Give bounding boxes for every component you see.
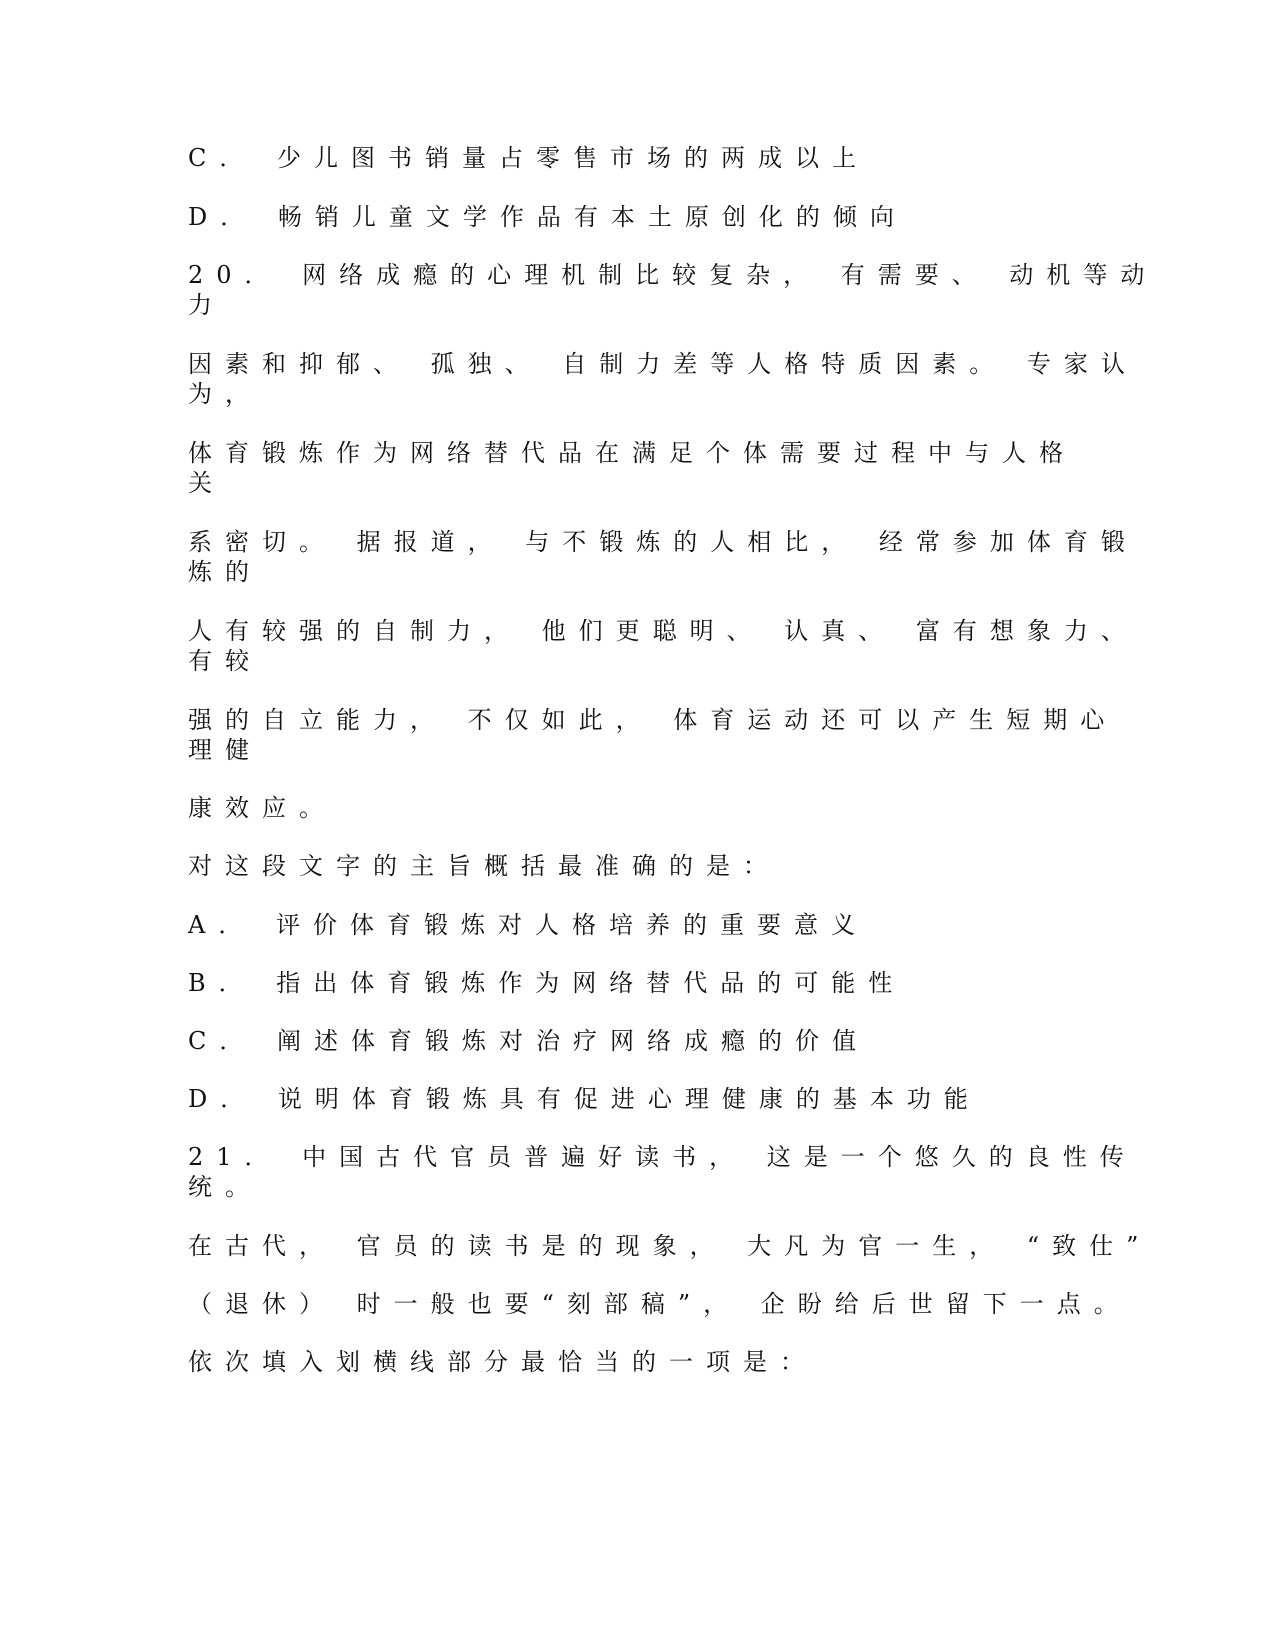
question-20-line-2-wrap: 为， (188, 380, 262, 408)
question-21-line-1-wrap: 统。 (188, 1173, 262, 1201)
question-21-line-3: （退休） 时一般也要“刻部稿”， 企盼给后世留下一点。 (188, 1290, 1131, 1318)
question-20-prompt: 对这段文字的主旨概括最准确的是： (188, 852, 780, 880)
question-20-line-6: 强的自立能力， 不仅如此， 体育运动还可以产生短期心 (188, 706, 1118, 734)
question-20-line-3: 体育锻炼作为网络替代品在满足个体需要过程中与人格 (188, 439, 1076, 467)
question-20-line-5: 人有较强的自制力， 他们更聪明、 认真、 富有想象力、 (188, 617, 1138, 645)
question-20-line-2: 因素和抑郁、 孤独、 自制力差等人格特质因素。 专家认 (188, 350, 1138, 378)
question-21-prompt: 依次填入划横线部分最恰当的一项是： (188, 1348, 817, 1376)
question-20-line-3-wrap: 关 (188, 469, 225, 497)
question-21-line-2: 在古代， 官员的读书是的现象， 大凡为官一生， “致仕” (188, 1232, 1152, 1260)
question-20-line-1-wrap: 力 (188, 291, 225, 319)
question-20-line-7: 康效应。 (188, 794, 336, 822)
option-c-q20: C． 阐述体育锻炼对治疗网络成瘾的价值 (188, 1027, 869, 1055)
option-d-q19: D． 畅销儿童文学作品有本土原创化的倾向 (188, 203, 907, 231)
question-21-line-1: 21． 中国古代官员普遍好读书， 这是一个悠久的良性传 (188, 1143, 1137, 1171)
question-20-line-1: 20． 网络成瘾的心理机制比较复杂， 有需要、 动机等动 (188, 261, 1158, 289)
option-c-q19: C． 少儿图书销量占零售市场的两成以上 (188, 144, 869, 172)
question-20-line-5-wrap: 有较 (188, 647, 262, 675)
question-20-line-4-wrap: 炼的 (188, 558, 262, 586)
question-20-line-6-wrap: 理健 (188, 736, 262, 764)
option-b-q20: B． 指出体育锻炼作为网络替代品的可能性 (188, 969, 906, 997)
option-a-q20: A． 评价体育锻炼对人格培养的重要意义 (188, 911, 868, 939)
option-d-q20: D． 说明体育锻炼具有促进心理健康的基本功能 (188, 1085, 981, 1113)
question-20-line-4: 系密切。 据报道， 与不锻炼的人相比， 经常参加体育锻 (188, 528, 1138, 556)
